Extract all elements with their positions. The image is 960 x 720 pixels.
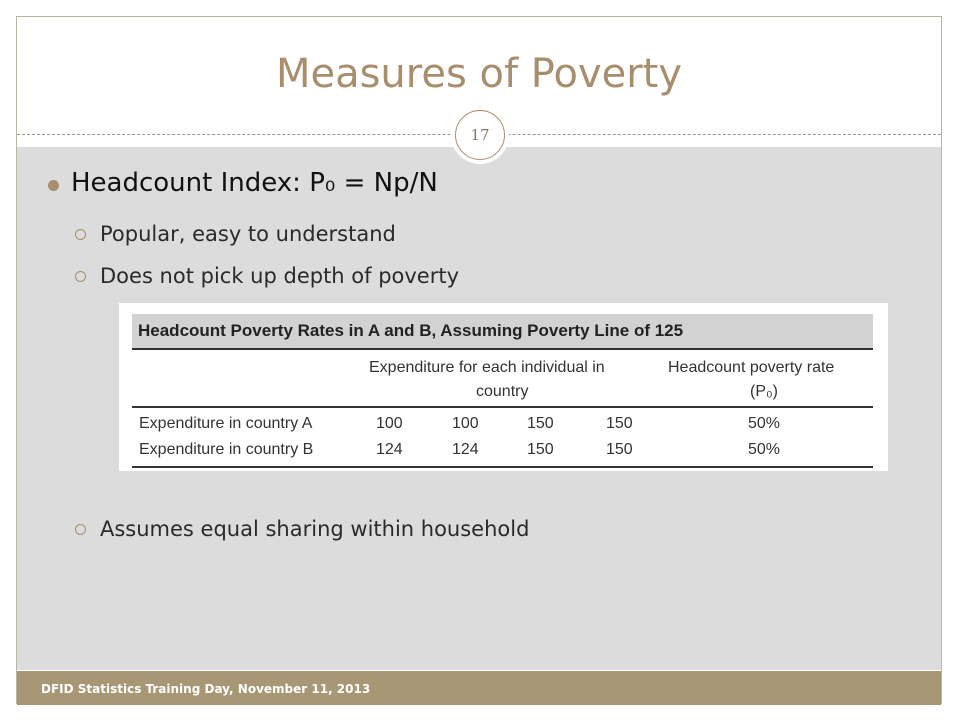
table-cell: 124 (452, 441, 479, 458)
headcount-table (119, 303, 888, 471)
slide-number: 17 (455, 110, 505, 160)
col-header-rate-2: (P₀) (750, 383, 778, 400)
ring-bullet-icon (75, 229, 86, 240)
sub-bullet-text: Assumes equal sharing within household (100, 517, 530, 541)
table-cell: 100 (376, 415, 403, 432)
slide-title: Measures of Poverty (275, 51, 683, 97)
table-cell-rate: 50% (748, 415, 781, 432)
table-cell: 150 (606, 441, 633, 458)
col-header-expenditure-2: country (476, 383, 529, 400)
table-bottom-rule (132, 466, 873, 468)
table-cell-rate: 50% (748, 441, 781, 458)
sub-bullet-text: Does not pick up depth of poverty (100, 264, 460, 288)
bullet-headcount-text: Headcount Index: P₀ = Np/N (71, 168, 438, 198)
ring-bullet-icon (75, 524, 86, 535)
table-title-bar (132, 314, 873, 350)
table-cell: 150 (527, 441, 554, 458)
bullet-dot-icon (48, 180, 59, 191)
slide-number-badge (451, 106, 509, 164)
col-header-expenditure: Expenditure for each individual in (369, 359, 605, 376)
sub-bullet-text: Popular, easy to understand (100, 222, 396, 246)
table-cell: 100 (452, 415, 479, 432)
table-cell: 124 (376, 441, 403, 458)
table-cell: 150 (527, 415, 554, 432)
ring-bullet-icon (75, 271, 86, 282)
table-title: Headcount Poverty Rates in A and B, Assuming Poverty Line of 125 (138, 321, 684, 340)
col-header-rate: Headcount poverty rate (668, 359, 835, 376)
footer-bar (17, 671, 941, 705)
table-header-rule (132, 406, 873, 408)
footer-text: DFID Statistics Training Day, November 11, 2013 (41, 682, 371, 696)
row-label: Expenditure in country A (139, 415, 313, 432)
row-label: Expenditure in country B (139, 441, 314, 458)
table-cell: 150 (606, 415, 633, 432)
